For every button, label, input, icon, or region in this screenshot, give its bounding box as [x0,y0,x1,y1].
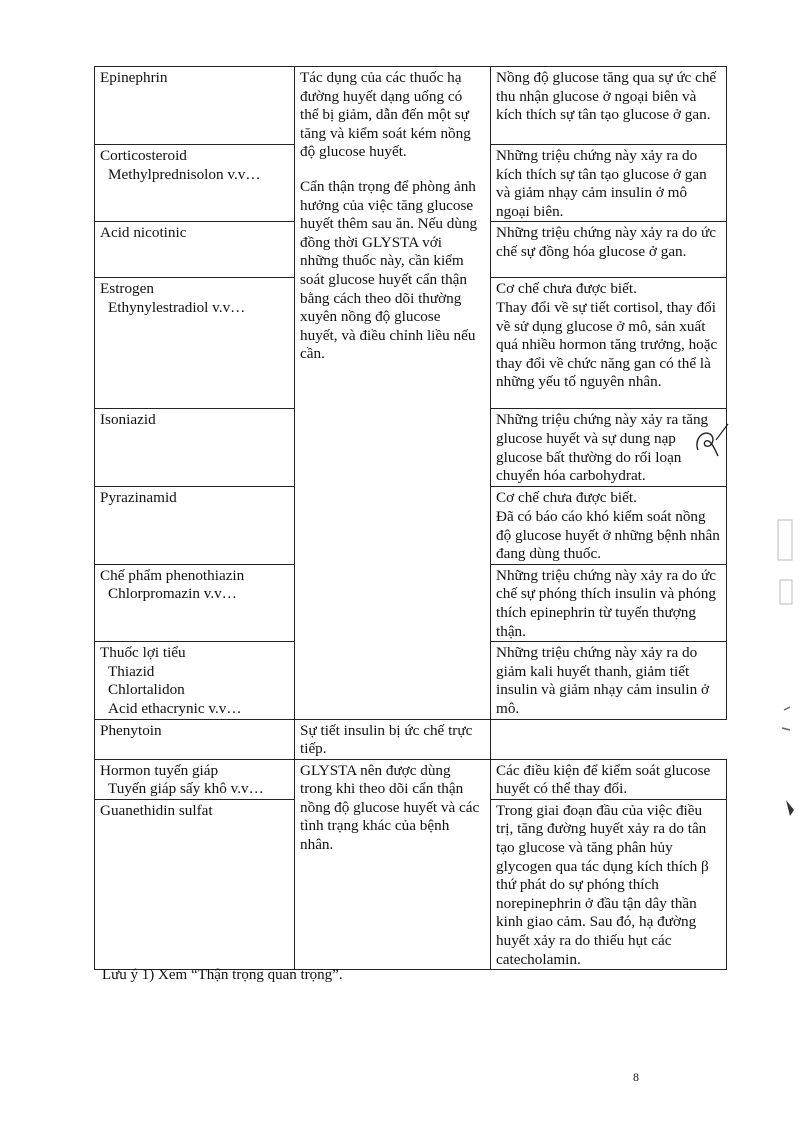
mechanism-text: Những triệu chứng này xảy ra do giảm kali huyết thanh, giảm tiết insulin và giảm nhạy cảm insulin ở mô. [496,644,710,717]
mechanism-text: Cơ chế chưa được biết. Đã có báo cáo khó kiểm soát nồng độ glucose huyết ở những bệnh nhân đang dùng thuốc. [496,489,720,563]
mechanism-cell [491,67,727,145]
handwritten-check-mark [690,420,734,464]
drug-name: Isoniazid [100,411,156,429]
table-row [95,67,727,145]
mechanism-cell [491,759,727,799]
effect-cell [295,67,491,720]
mechanism-text: Cơ chế chưa được biết. Thay đổi về sự tiết cortisol, thay đổi về sử dụng glucose ở mô, sản xuất quá nhiều hormon tăng trưởng, hoặc thay đổi về chức năng gan có thể là những yếu tố nguyên nhân. [496,280,718,391]
table-row [95,759,727,799]
drug-name: Pyrazinamid [100,489,177,507]
drug-example: Methylprednisolon v.v… [108,165,261,183]
drug-name: Hormon tuyến giáp [100,761,219,779]
mechanism-cell [491,487,727,564]
mechanism-cell [491,222,727,278]
drug-cell [95,145,295,222]
effect-text: Cẩn thận trọng để phòng ảnh hưởng của việc tăng glucose huyết thêm sau ăn. Nếu dùng đồng thời GLYSTA với những thuốc này, cần kiểm soát glucose huyết cẩn thận bằng cách theo dõi thường xuyên nồng độ glucose huyết, và điều chỉnh liều nếu cần. [300,177,478,363]
footnote: Lưu ý 1) Xem “Thận trọng quan trọng”. [102,967,343,983]
mechanism-text: Những triệu chứng này xảy ra do kích thích sự tân tạo glucose ở gan và giảm nhạy cảm insulin ở mô ngoại biên. [496,147,707,220]
drug-name: Epinephrin [100,69,168,86]
page-number: 8 [633,1070,639,1084]
drug-name: Corticosteroid [100,147,187,164]
mechanism-text: Các điều kiện để kiểm soát glucose huyết có thể thay đổi. [496,761,711,798]
effect-text: GLYSTA nên được dùng trong khi theo dõi cẩn thận nồng độ glucose huyết và các tình trạng khác của bệnh nhân. [300,761,480,854]
drug-cell [95,487,295,564]
effect-text: Tác dụng của các thuốc hạ đường huyết dạng uống có thể bị giảm, dẫn đến một sự tăng và kiểm soát kém nồng độ glucose huyết. [300,69,471,161]
mechanism-cell [491,145,727,222]
mechanism-cell [491,799,727,969]
mechanism-text: Những triệu chứng này xảy ra do ức chế sự đồng hóa glucose ở gan. [496,224,716,260]
drug-cell [95,719,295,759]
mechanism-text: Nồng độ glucose tăng qua sự ức chế thu nhận glucose ở ngoại biên và kích thích sự tân tạo glucose ở gan. [496,69,717,124]
mechanism-cell [491,278,727,409]
drug-cell [95,564,295,641]
table-row [95,719,727,759]
drug-example: Tuyến giáp sấy khô v.v… [108,780,264,798]
drug-cell [95,278,295,409]
scan-edge-marks [760,500,800,830]
drug-cell [95,409,295,487]
mechanism-text: Những triệu chứng này xảy ra tăng glucose huyết và sự dung nạp glucose bất thường do rối loạn chuyển hóa carbohydrat. [496,411,709,485]
drug-cell [95,759,295,799]
drug-name: Phenytoin [100,721,162,739]
mechanism-text: Sự tiết insulin bị ức chế trực tiếp. [300,721,473,758]
drug-cell [95,799,295,969]
drug-example: Ethynylestradiol v.v… [108,298,246,316]
drug-name: Estrogen [100,280,154,298]
drug-example: Acid ethacrynic v.v… [108,699,242,717]
drug-cell [95,222,295,278]
drug-example: Chlorpromazin v.v… [108,585,237,603]
drug-cell [95,642,295,719]
drug-name: Chế phẩm phenothiazin [100,566,245,584]
mechanism-text: Trong giai đoạn đầu của việc điều trị, tăng đường huyết xảy ra do tân tạo glucose và tăng phân hủy glycogen qua tác dụng kích thích β thứ phát do sự phóng thích norepinephrin ở đầu tận dây thần kinh giao cảm. Sau đó, hạ đường huyết xảy ra do thiếu hụt các catecholamin. [496,801,709,968]
drug-cell [95,67,295,145]
effect-cell [295,759,491,970]
mechanism-cell [491,642,727,719]
drug-name: Thuốc lợi tiểu [100,644,186,662]
mechanism-cell [491,564,727,641]
drug-example: Chlortalidon [108,681,185,699]
mechanism-text: Những triệu chứng này xảy ra do ức chế sự phóng thích insulin và phóng thích epinephrin từ tuyến thượng thận. [496,566,716,640]
drug-interaction-table [94,66,727,970]
drug-example: Thiazid [108,662,155,680]
drug-name: Acid nicotinic [100,224,187,242]
drug-name: Guanethidin sulfat [100,801,213,819]
mechanism-cell [295,719,491,759]
